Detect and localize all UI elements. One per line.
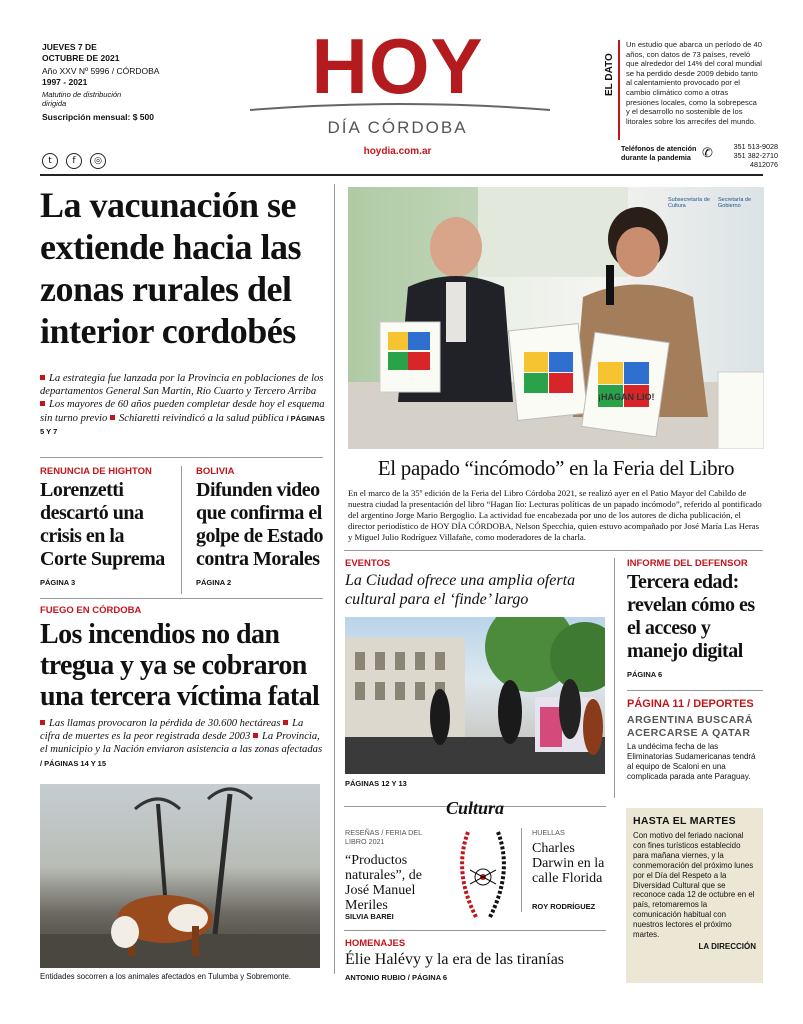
- phone-icon: ✆: [702, 146, 713, 161]
- subscription: Suscripción mensual: $ 500: [42, 112, 154, 122]
- fuego-deck: [40, 717, 325, 770]
- phones-label: Teléfonos de atención durante la pandemia: [621, 144, 697, 162]
- date-line: JUEVES 7 DE: [42, 42, 97, 52]
- fuego-photo-illustration: [40, 784, 320, 968]
- fuego-deck-3: La Provincia, el municipio y la Nación enviaron asistencia a las zonas afectadas: [40, 731, 323, 756]
- col-rule-2: [614, 558, 615, 798]
- cultura-left-kicker: RESEÑAS / FERIA DEL LIBRO 2021: [345, 828, 422, 846]
- cultura-left-author: SILVIA BAREI: [345, 912, 394, 921]
- rule-above-deportes: [627, 690, 763, 691]
- rule-above-homenajes: [344, 930, 606, 931]
- fuego-pages: / PÁGINAS 14 Y 15: [40, 758, 107, 768]
- main-photo: [348, 187, 764, 449]
- eventos-kicker: EVENTOS: [345, 558, 391, 569]
- defensor-kicker: INFORME DEL DEFENSOR: [627, 558, 748, 569]
- banner-gobierno: Secretaría de Gobierno: [718, 197, 752, 209]
- homenajes-kicker: HOMENAJES: [345, 938, 406, 949]
- banner-cultura: Subsecretaría de Cultura: [668, 197, 710, 209]
- el-dato-label: EL DATO: [604, 53, 615, 96]
- photo-headline[interactable]: El papado “incómodo” en la Feria del Libro: [377, 456, 735, 480]
- fuego-deck-1: Las llamas provocaron la pérdida de 30.600 hectáreas: [49, 718, 281, 729]
- fuego-headline[interactable]: Los incendios no dan tregua y ya se cobraron una tercera víctima fatal: [40, 619, 320, 712]
- deportes-kicker: PÁGINA 11 / DEPORTES: [627, 698, 754, 710]
- fuego-kicker: FUEGO EN CÓRDOBA: [40, 605, 142, 616]
- lead-deck-2: Los mayores de 60 años pueden completar desde hoy el esquema sin turno previo: [40, 399, 325, 424]
- main-photo-illustration: [348, 187, 764, 449]
- edition-info: Año XXV Nº 5996 / CÓRDOBA: [42, 66, 160, 76]
- rule-below-lead: [40, 457, 323, 458]
- bolivia-page: PÁGINA 2: [196, 578, 232, 587]
- facebook-icon[interactable]: f: [66, 153, 82, 169]
- instagram-icon[interactable]: ◎: [90, 153, 106, 169]
- el-dato-bar: [618, 40, 620, 140]
- cultura-art: [448, 822, 518, 922]
- defensor-headline[interactable]: Tercera edad: revelan cómo es el acceso y manejo digital: [627, 571, 755, 662]
- highton-page: PÁGINA 3: [40, 578, 76, 587]
- lead-deck: [40, 372, 325, 438]
- fuego-deck-2: La cifra de muertes es la peor registrada desde 2003: [40, 718, 304, 743]
- homenajes-byline: ANTONIO RUBIO / PÁGINA 6: [345, 973, 448, 982]
- lead-deck-1: La estrategia fue lanzada por la Provincia en poblaciones de los departamentos General San Martín, Río Cuarto y Tercero Arriba: [40, 373, 324, 398]
- cultura-section-title: Cultura: [445, 798, 505, 818]
- homenajes-headline[interactable]: Élie Halévy y la era de las tiranías: [345, 951, 565, 968]
- beaded-necklace-illustration: [448, 822, 518, 922]
- cultura-left-title[interactable]: “Productos naturales”, de José Manuel Meriles: [345, 853, 422, 913]
- bolivia-kicker: BOLIVIA: [196, 466, 235, 477]
- cultura-right-author: ROY RODRÍGUEZ: [532, 902, 596, 911]
- years: 1997 - 2021: [42, 76, 88, 87]
- masthead-left: [42, 42, 192, 123]
- highton-kicker: RENUNCIA DE HIGHTON: [40, 466, 152, 477]
- photo-caption: En el marco de la 35º edición de la Feria del Libro Córdoba 2021, se realizó ayer en el Patio Mayor del Cabildo de nuestra ciudad la presentación del libro “Hagan lío: Lecturas políticas de un papado incómodo”, referido al pontificado del argentino Jorge Mario Bergoglio. La actividad fue encabezada por uno de los autores de dicha publicación, el director periodístico de HOY DÍA CÓRDOBA, Nelson Specchia, quien estuvo acompañado por José María Las Heras y Miguel Julio Rodríguez Villafañe, como moderadores de la charla.: [348, 488, 762, 542]
- highton-headline[interactable]: Lorenzetti descartó una crisis en la Corte Suprema: [40, 479, 165, 570]
- lead-headline[interactable]: La vacunación se extiende hacia las zonas rurales del interior cordobés: [40, 185, 301, 351]
- eventos-pages: PÁGINAS 12 Y 13: [345, 779, 407, 788]
- book-cover-text: ¡HAGAN LIO!: [598, 392, 655, 402]
- phone-1: 351 513-9028: [733, 142, 778, 151]
- phone-3: 4812076: [750, 160, 778, 169]
- masthead-rule: [40, 174, 763, 176]
- fuego-photo: [40, 784, 320, 968]
- distribution: Matutino de distribución dirigida: [42, 90, 122, 108]
- phone-2: 351 382-2710: [733, 151, 778, 160]
- eventos-photo: [345, 617, 605, 774]
- phone-numbers: [718, 142, 778, 169]
- eventos-photo-illustration: [345, 617, 605, 774]
- rule-vertical-small: [181, 466, 182, 594]
- fuego-photo-caption: Entidades socorren a los animales afectados en Tulumba y Sobremonte.: [40, 972, 291, 981]
- lead-pages: / PÁGINAS 5 Y 7: [40, 413, 325, 436]
- el-dato-text: Un estudio que abarca un período de 40 años, con datos de 73 países, reveló que alrededor del 14% del coral mundial se ha perdido desde 2009 debido tanto al calentamiento provocado por el cambio climático como a otras presiones locales, como la sobrepesca y el desarrollo no sostenible de los litorales sobre los arrecifes del mundo.: [626, 40, 762, 126]
- notice-title: HASTA EL MARTES: [633, 815, 736, 827]
- website-link[interactable]: hoydia.com.ar: [363, 146, 432, 157]
- logo-subtitle: DÍA CÓRDOBA: [327, 118, 468, 137]
- lead-deck-3: Schiaretti reivindicó a la salud pública: [118, 412, 284, 424]
- cultura-divider: [521, 828, 522, 912]
- twitter-icon[interactable]: t: [42, 153, 58, 169]
- logo: HOY: [311, 22, 484, 110]
- notice-text: Con motivo del feriado nacional con fines turísticos establecido para mañana viernes, y la conmemoración del próximo lunes por el Día del Respeto a la Diversidad Cultural que se reconoce cada 12 de octubre en el país, retomaremos la comunicación habitual con nuestros lectores el próximo martes.: [633, 831, 755, 940]
- defensor-page: PÁGINA 6: [627, 670, 663, 679]
- social-links: [42, 150, 110, 169]
- notice-box: [626, 808, 763, 983]
- deportes-text: La undécima fecha de las Eliminatorias Sudamericanas tendrá al equipo de Scaloni en una complicada parada ante Paraguay.: [627, 742, 756, 781]
- col-rule-1: [334, 184, 335, 974]
- deportes-headline[interactable]: ARGENTINA BUSCARÁ ACERCARSE A QATAR: [627, 714, 753, 739]
- eventos-headline[interactable]: La Ciudad ofrece una amplia oferta cultural para el ‘finde’ largo: [345, 572, 576, 608]
- logo-swoosh: [245, 100, 555, 116]
- bolivia-headline[interactable]: Difunden video que confirma el golpe de Estado contra Morales: [196, 479, 323, 570]
- rule-above-eventos: [344, 550, 763, 551]
- notice-signature: LA DIRECCIÓN: [698, 941, 756, 951]
- date-line-2: OCTUBRE DE 2021: [42, 52, 120, 63]
- rule-above-fuego: [40, 598, 323, 599]
- cultura-right-kicker: HUELLAS: [532, 828, 565, 837]
- cultura-right-title[interactable]: Charles Darwin en la calle Florida: [532, 841, 605, 886]
